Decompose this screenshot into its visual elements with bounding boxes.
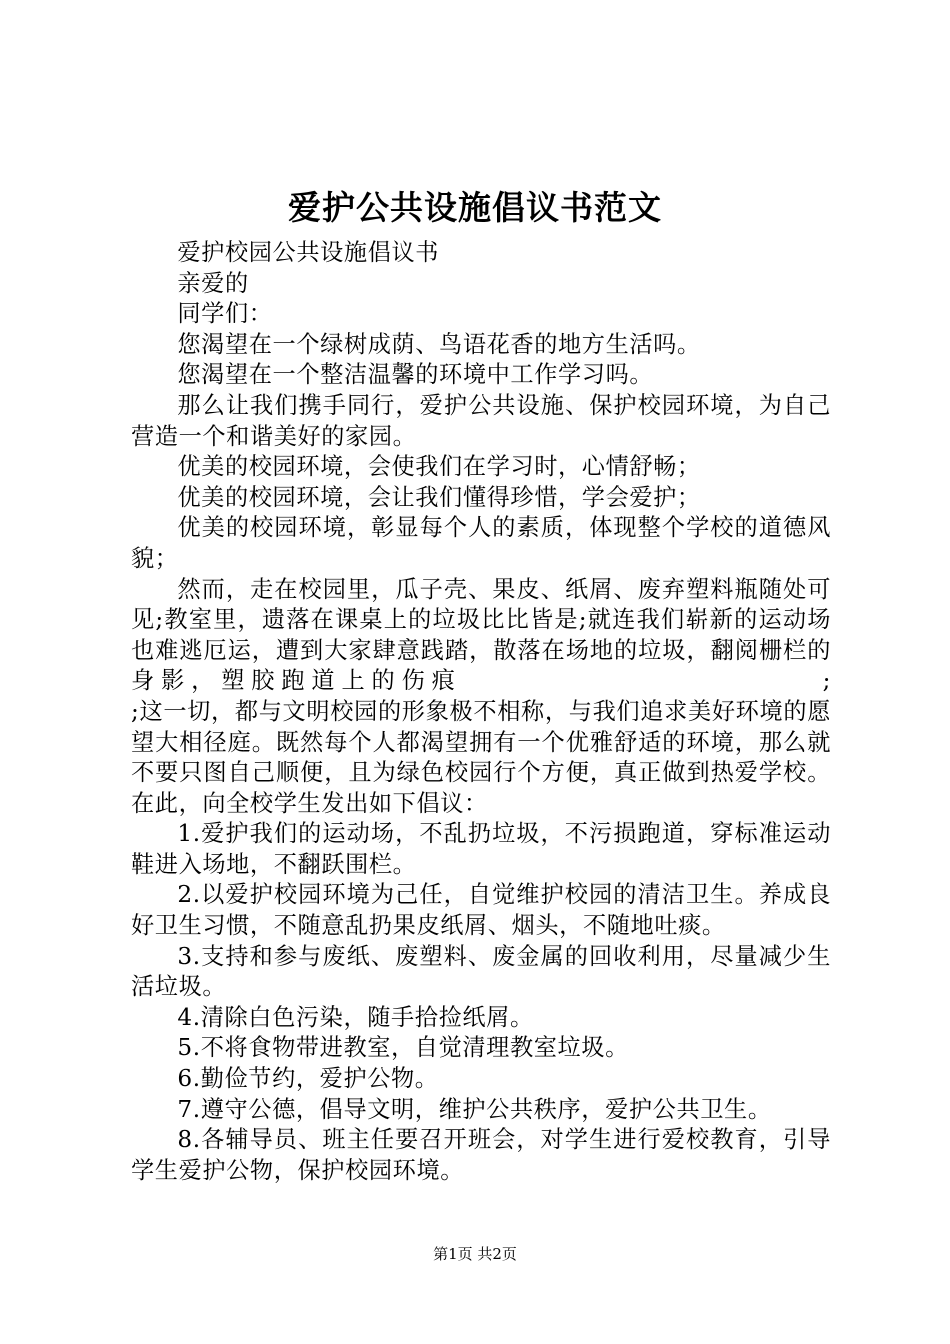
paragraph: 优美的校园环境，会使我们在学习时，心情舒畅； [177, 453, 701, 481]
paragraph: 优美的校园环境，彰显每个人的素质，体现整个学校的道德风貌； [131, 514, 831, 572]
page-number-footer: 第1页 共2页 [433, 1245, 517, 1263]
paragraph-salutation-cont: 同学们： [177, 300, 273, 328]
list-item: 1.爱护我们的运动场，不乱扔垃圾，不污损跑道，穿标准运动鞋进入场地，不翻跃围栏。 [131, 820, 831, 878]
paragraph: ;这一切，都与文明校园的形象极不相称，与我们追求美好环境的愿望大相径庭。既然每个人都渴望拥有一个优雅舒适的环境，那么就不要只图自己顺便，且为绿色校园行个方便，真正做到热爱学校。在此，向全校学生发出如下倡议： [131, 697, 831, 817]
paragraph: 那么让我们携手同行，爱护公共设施、保护校园环境，为自己营造一个和谐美好的家园。 [131, 391, 831, 450]
list-item: 6.勤俭节约，爱护公物。 [177, 1065, 439, 1093]
paragraph: 您渴望在一个整洁温馨的环境中工作学习吗。 [177, 361, 654, 389]
list-item: 8.各辅导员、班主任要召开班会，对学生进行爱校教育，引导学生爱护公物，保护校园环境。 [131, 1126, 831, 1184]
list-item: 7.遵守公德，倡导文明，维护公共秩序，爱护公共卫生。 [177, 1095, 772, 1123]
list-item: 5.不将食物带进教室，自觉清理教室垃圾。 [177, 1034, 629, 1062]
paragraph-salutation: 亲爱的 [177, 269, 249, 297]
paragraph: 您渴望在一个绿树成荫、鸟语花香的地方生活吗。 [177, 330, 701, 358]
list-item: 4.清除白色污染，随手拾捡纸屑。 [177, 1003, 534, 1031]
list-item: 2.以爱护校园环境为己任，自觉维护校园的清洁卫生。养成良好卫生习惯，不随意乱扔果皮纸屑、烟头，不随地吐痰。 [131, 881, 831, 940]
list-item: 3.支持和参与废纸、废塑料、废金属的回收利用，尽量减少生活垃圾。 [131, 942, 831, 1001]
paragraph: 优美的校园环境，会让我们懂得珍惜，学会爱护； [177, 483, 701, 511]
paragraph: 然而，走在校园里，瓜子壳、果皮、纸屑、废弃塑料瓶随处可见;教室里，遗落在课桌上的垃圾比比皆是;就连我们崭新的运动场也难逃厄运，遭到大家肆意践踏，散落在场地的垃圾，翻阅栅栏的身影，塑胶跑道上的伤痕 ; [131, 575, 831, 695]
document-body [131, 238, 831, 1186]
paragraph-heading: 爱护校园公共设施倡议书 [177, 239, 440, 266]
document-title: 爱护公共设施倡议书范文 [288, 188, 662, 227]
